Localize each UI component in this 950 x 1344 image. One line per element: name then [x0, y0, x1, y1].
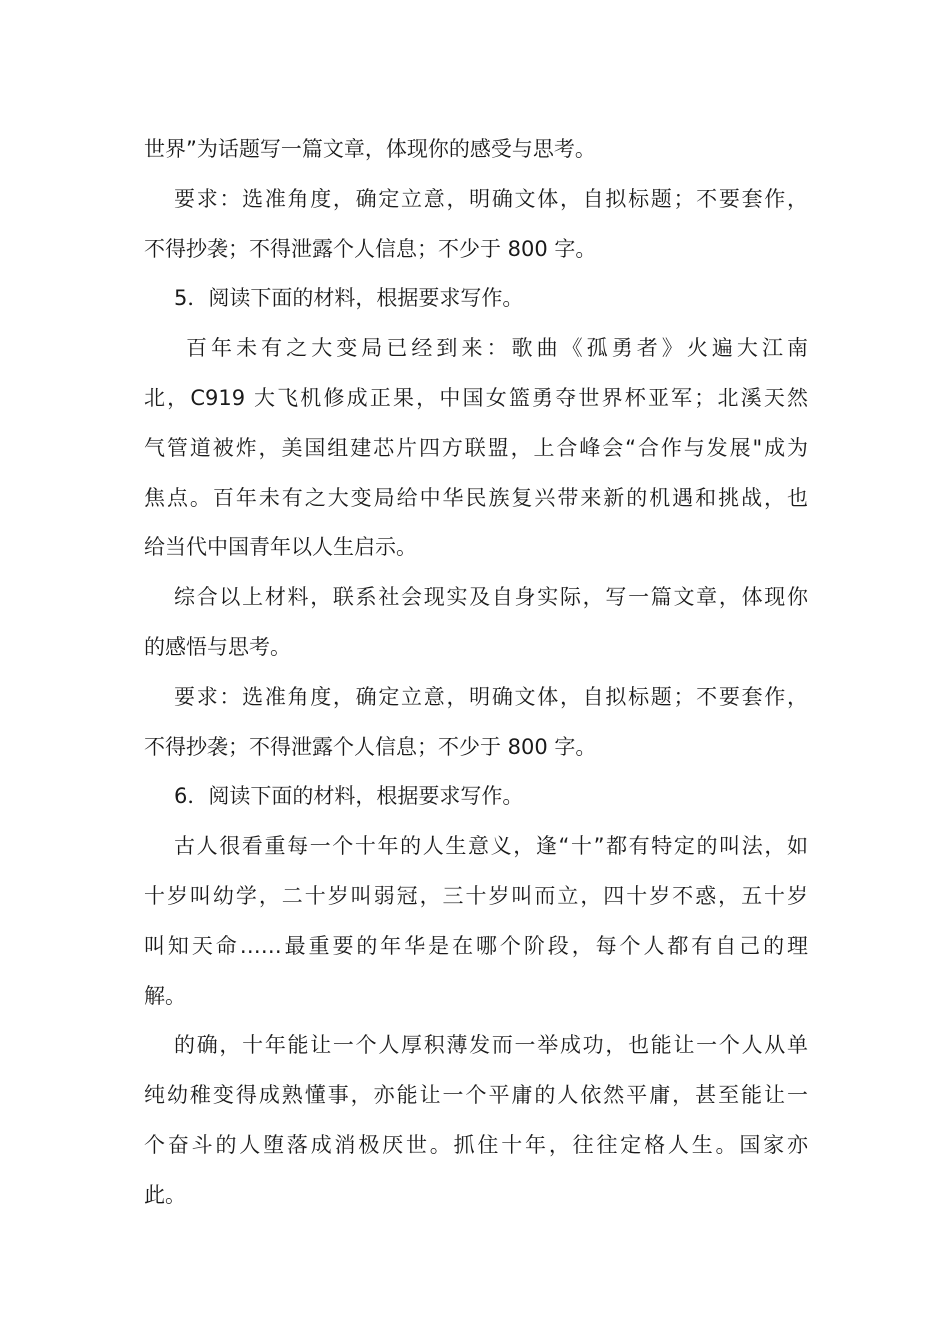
text-line: 百年未有之大变局已经到来：歌曲《孤勇者》火遍大江南: [186, 336, 808, 361]
text-line: 的感悟与思考。: [144, 634, 291, 659]
text-line: 给当代中国青年以人生启示。: [144, 535, 417, 560]
text-line: 要求：选准角度，确定立意，明确文体，自拟标题；不要套作，: [174, 186, 808, 211]
text-line: 纯幼稚变得成熟懂事，亦能让一个平庸的人依然平庸，甚至能让一: [144, 1083, 808, 1108]
question-heading: 5．阅读下面的材料，根据要求写作。: [174, 286, 524, 311]
text-line: 综合以上材料，联系社会现实及自身实际，写一篇文章，体现你: [174, 585, 808, 610]
text-line: 此。: [144, 1182, 186, 1207]
text-line: 不得抄袭；不得泄露个人信息；不少于 800 字。: [144, 734, 597, 759]
text-line: 个奋斗的人堕落成消极厌世。抓住十年，往往定格人生。国家亦: [144, 1132, 808, 1157]
text-line: 世界”为话题写一篇文章，体现你的感受与思考。: [144, 137, 596, 161]
question-heading: 6．阅读下面的材料，根据要求写作。: [174, 784, 524, 809]
text-line: 叫知天命……最重要的年华是在哪个阶段，每个人都有自己的理: [144, 933, 808, 958]
text-line: 古人很看重每一个十年的人生意义，逢“十”都有特定的叫法，如: [174, 834, 808, 859]
text-line: 解。: [144, 983, 186, 1008]
text-line: 不得抄袭；不得泄露个人信息；不少于 800 字。: [144, 236, 597, 261]
text-line: 北，C919 大飞机修成正果，中国女篮勇夺世界杯亚军；北溪天然: [144, 385, 808, 410]
text-line: 的确，十年能让一个人厚积薄发而一举成功，也能让一个人从单: [174, 1033, 808, 1058]
text-line: 气管道被炸，美国组建芯片四方联盟，上合峰会“合作与发展"成为: [144, 435, 808, 460]
text-line: 焦点。百年未有之大变局给中华民族复兴带来新的机遇和挑战，也: [144, 485, 808, 510]
document-body: [144, 125, 808, 1221]
text-line: 十岁叫幼学，二十岁叫弱冠，三十岁叫而立，四十岁不惑，五十岁: [144, 883, 808, 908]
text-line: 要求：选准角度，确定立意，明确文体，自拟标题；不要套作，: [174, 684, 808, 709]
